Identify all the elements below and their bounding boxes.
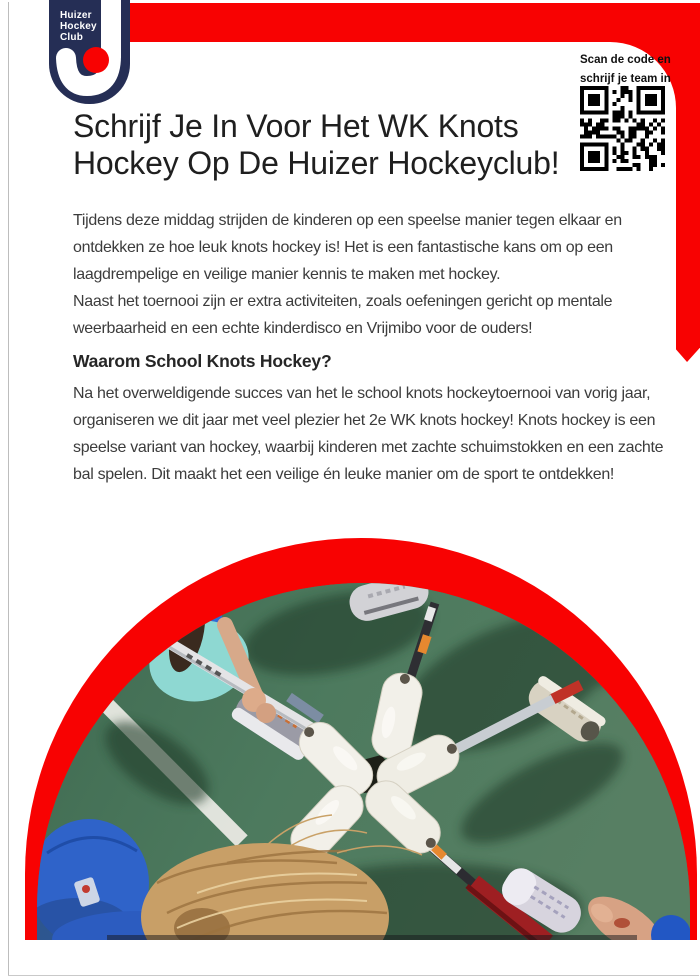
red-top-band xyxy=(100,3,700,42)
intro-line: Naast het toernooi zijn er extra activiteiten, zoals oefeningen gericht op mentale xyxy=(73,293,613,310)
qr-caption xyxy=(580,51,700,89)
page-edge-left xyxy=(8,2,9,976)
section-title: Waarom School Knots Hockey? xyxy=(73,351,332,371)
qr-caption-line2: schrijf je team in xyxy=(580,73,671,85)
why-paragraph xyxy=(73,380,673,488)
j-hook-icon xyxy=(49,0,130,104)
intro-paragraph xyxy=(73,207,663,342)
logo-text-line1: Huizer xyxy=(60,10,92,21)
intro-line: weerbaarheid en een echte kinderdisco en Vrijmibo voor de ouders! xyxy=(73,320,533,337)
page-title-line2: Hockey Op De Huizer Hockeyclub! xyxy=(73,145,560,181)
intro-line: ontdekken ze hoe leuk knots hockey is! Het is een fantastische kans om op een xyxy=(73,239,613,256)
logo-text-line2: Hockey xyxy=(60,21,97,32)
why-line: organiseren we dit jaar met veel plezier het 2e WK knots hockey! Knots hockey is een xyxy=(73,412,656,429)
page-edge-bottom xyxy=(8,975,699,976)
club-logo-badge xyxy=(49,0,130,104)
page-title xyxy=(73,108,653,182)
logo-ball-icon xyxy=(83,47,109,73)
why-line: speelse variant van hockey, waarbij kinderen met zachte schuimstokken en een zachte xyxy=(73,439,664,456)
intro-line: Tijdens deze middag strijden de kinderen op een speelse manier tegen elkaar en xyxy=(73,212,622,229)
why-line: Na het overweldigende succes van het le school knots hockeytoernooi van vorig jaar, xyxy=(73,385,651,402)
qr-caption-line1: Scan de code en xyxy=(580,54,671,66)
why-line: bal spelen. Dit maakt het een veilige én leuke manier om de sport te ontdekken! xyxy=(73,466,615,483)
page-title-line1: Schrijf Je In Voor Het WK Knots xyxy=(73,108,519,144)
intro-line: laagdrempelige en veilige manier kennis te maken met hockey. xyxy=(73,266,501,283)
logo-text-line3: Club xyxy=(60,32,84,43)
